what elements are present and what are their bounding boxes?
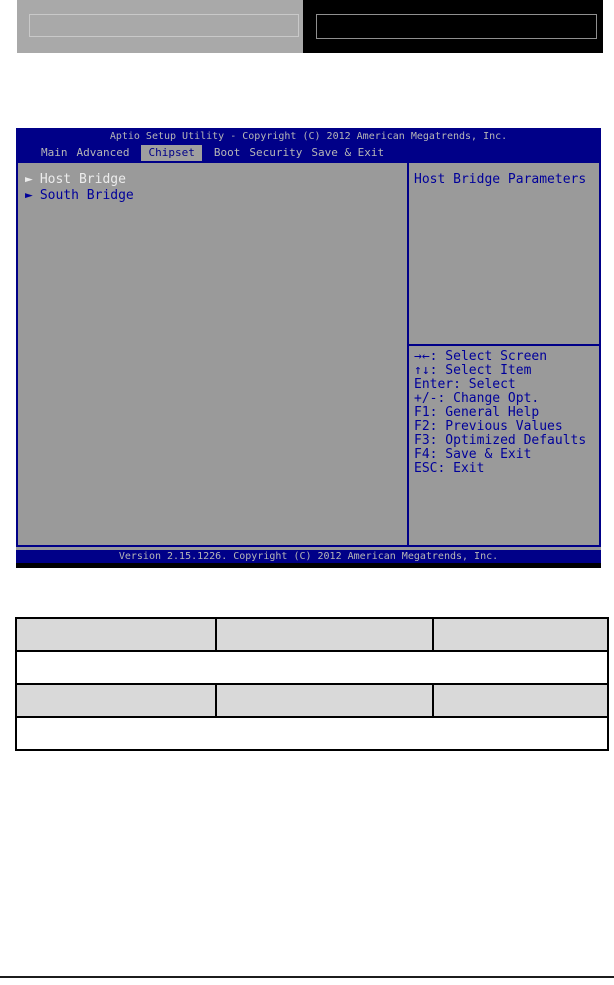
- table-header-cell: [16, 684, 216, 717]
- submenu-pointer-icon: ►: [25, 172, 33, 187]
- header-right-box: [303, 0, 603, 53]
- header-right-placeholder: [316, 14, 597, 39]
- menu-item-label: Host Bridge: [39, 172, 126, 187]
- tab-main[interactable]: Main: [41, 146, 68, 159]
- tab-security[interactable]: Security: [249, 146, 303, 159]
- bios-bottom-strip: [16, 563, 601, 568]
- menu-item-host-bridge[interactable]: [25, 172, 407, 188]
- help-key-f4: F4: Save & Exit: [414, 447, 532, 462]
- table-header-cell: [433, 684, 608, 717]
- help-key-list: [409, 346, 599, 476]
- table-header-cell: [216, 618, 433, 651]
- bios-menu-bar: [16, 145, 601, 161]
- bios-help-pane: [409, 163, 599, 545]
- tab-boot[interactable]: Boot: [213, 146, 241, 159]
- help-key-f1: F1: General Help: [414, 405, 540, 420]
- help-key-change-opt: +/-: Change Opt.: [414, 391, 540, 406]
- table-value-cell: [16, 651, 608, 684]
- help-description: Host Bridge Parameters: [414, 172, 587, 187]
- menu-item-south-bridge[interactable]: [25, 188, 407, 204]
- bios-body: [16, 161, 601, 547]
- tab-save-exit[interactable]: Save & Exit: [311, 146, 385, 159]
- help-key-select-item: ↑↓: Select Item: [414, 363, 532, 378]
- table-row: [16, 684, 608, 717]
- table-header-cell: [216, 684, 433, 717]
- table-row: [16, 651, 608, 684]
- help-key-f3: F3: Optimized Defaults: [414, 433, 587, 448]
- page-bottom-rule: [0, 976, 614, 978]
- tab-chipset-selected[interactable]: Chipset: [141, 145, 201, 161]
- menu-item-label: South Bridge: [39, 188, 134, 203]
- bios-version-bar: Version 2.15.1226. Copyright (C) 2012 American Megatrends, Inc.: [16, 550, 601, 563]
- header-left-placeholder: [29, 14, 299, 37]
- table-value-cell: [16, 717, 608, 750]
- help-key-enter: Enter: Select: [414, 377, 516, 392]
- table-row: [16, 618, 608, 651]
- table-header-cell: [433, 618, 608, 651]
- submenu-pointer-icon: ►: [25, 188, 33, 203]
- help-key-f2: F2: Previous Values: [414, 419, 563, 434]
- help-key-esc: ESC: Exit: [414, 461, 485, 476]
- table-header-cell: [16, 618, 216, 651]
- tab-advanced[interactable]: Advanced: [76, 146, 130, 159]
- help-key-select-screen: →←: Select Screen: [414, 349, 548, 364]
- header-left-box: [17, 0, 303, 53]
- bios-options-pane: [18, 163, 409, 545]
- table-row: [16, 717, 608, 750]
- bios-setup-screenshot: [16, 128, 601, 568]
- spec-table: [15, 617, 609, 751]
- bios-title: Aptio Setup Utility - Copyright (C) 2012 American Megatrends, Inc.: [16, 128, 601, 145]
